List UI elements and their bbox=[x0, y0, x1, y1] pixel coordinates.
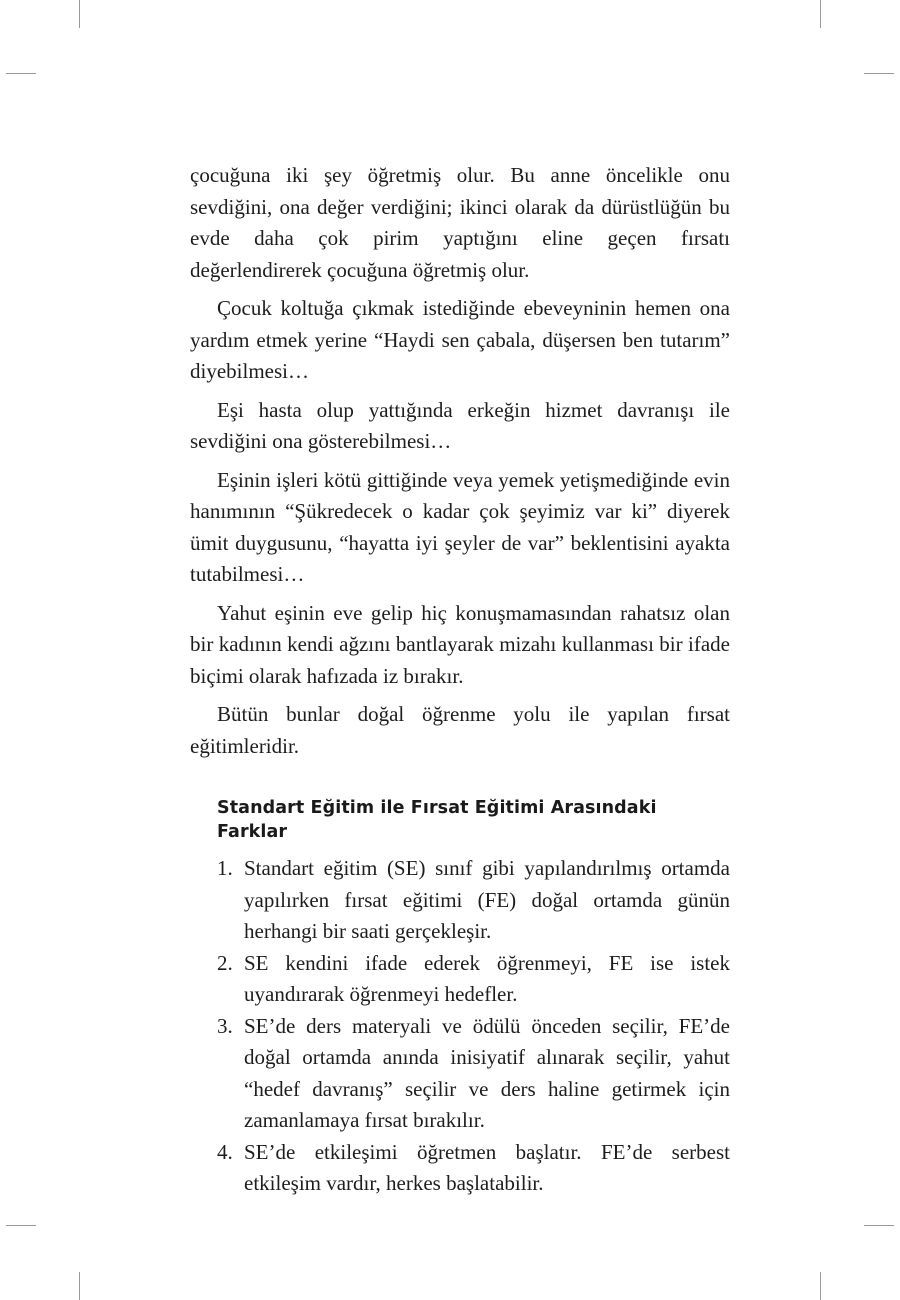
paragraph: Bütün bunlar doğal öğrenme yolu ile yapılan fırsat eğitimleridir. bbox=[190, 702, 730, 758]
differences-list bbox=[190, 853, 730, 1200]
crop-mark-right-lower bbox=[864, 1225, 894, 1226]
list-item-number: 1. bbox=[217, 856, 233, 880]
paragraph: Yahut eşinin eve gelip hiç konuşmamasından rahatsız olan bir kadının kendi ağzını bantlayarak mizahı kullanması bir ifade biçimi olarak hafızada iz bırakır. bbox=[190, 600, 730, 688]
list-item-text: SE’de etkileşimi öğretmen başlatır. FE’de serbest etkileşim vardır, herkes başlatabilir. bbox=[244, 1139, 730, 1195]
list-item bbox=[190, 948, 730, 1011]
list-item-number: 4. bbox=[217, 1139, 233, 1164]
crop-mark-bottom-left bbox=[79, 1272, 80, 1300]
list-item-number: 3. bbox=[217, 1013, 233, 1038]
page-body bbox=[190, 160, 730, 1200]
crop-mark-bottom-right bbox=[820, 1272, 821, 1300]
list-item bbox=[190, 853, 730, 948]
section-heading: Standart Eğitim ile Fırsat Eğitimi Arasındaki Farklar bbox=[217, 798, 657, 842]
crop-mark-top-right bbox=[820, 0, 821, 28]
crop-mark-top-left bbox=[79, 0, 80, 28]
crop-mark-left-upper bbox=[6, 73, 36, 74]
list-item bbox=[190, 1137, 730, 1200]
crop-mark-right-upper bbox=[864, 73, 894, 74]
paragraph: çocuğuna iki şey öğretmiş olur. Bu anne öncelikle onu sevdiğini, ona değer verdiğini; ikinci olarak da dürüstlüğün bu evde daha çok pirim yaptığını eline geçen fırsatı değerlendirerek çocuğuna öğretmiş olur. bbox=[190, 163, 730, 282]
list-item-text: SE kendini ifade ederek öğrenmeyi, FE ise istek uyandırarak öğrenmeyi hedefler. bbox=[244, 950, 730, 1006]
list-item bbox=[190, 1011, 730, 1137]
paragraph: Eşinin işleri kötü gittiğinde veya yemek yetişmediğinde evin hanımının “Şükredecek o kadar çok şeyimiz var ki” diyerek ümit duygusunu, “hayatta iyi şeyler de var” beklentisini ayakta tutabilmesi… bbox=[190, 467, 730, 586]
crop-mark-left-lower bbox=[6, 1225, 36, 1226]
paragraph: Çocuk koltuğa çıkmak istediğinde ebeveyninin hemen ona yardım etmek yerine “Haydi sen çabala, düşersen ben tutarım” diyebilmesi… bbox=[190, 296, 730, 383]
list-item-text: Standart eğitim (SE) sınıf gibi yapılandırılmış ortamda yapılırken fırsat eğitimi (FE) doğal ortamda günün herhangi bir saati gerçekleşir. bbox=[244, 856, 730, 943]
list-item-text: SE’de ders materyali ve ödülü önceden seçilir, FE’de doğal ortamda anında inisiyatif alınarak seçilir, yahut “hedef davranış” seçilir ve ders haline getirmek için zamanlamaya fırsat bırakılır. bbox=[244, 1013, 730, 1132]
paragraph: Eşi hasta olup yattığında erkeğin hizmet davranışı ile sevdiğini ona gösterebilmesi… bbox=[190, 397, 730, 453]
list-item-number: 2. bbox=[217, 950, 233, 975]
